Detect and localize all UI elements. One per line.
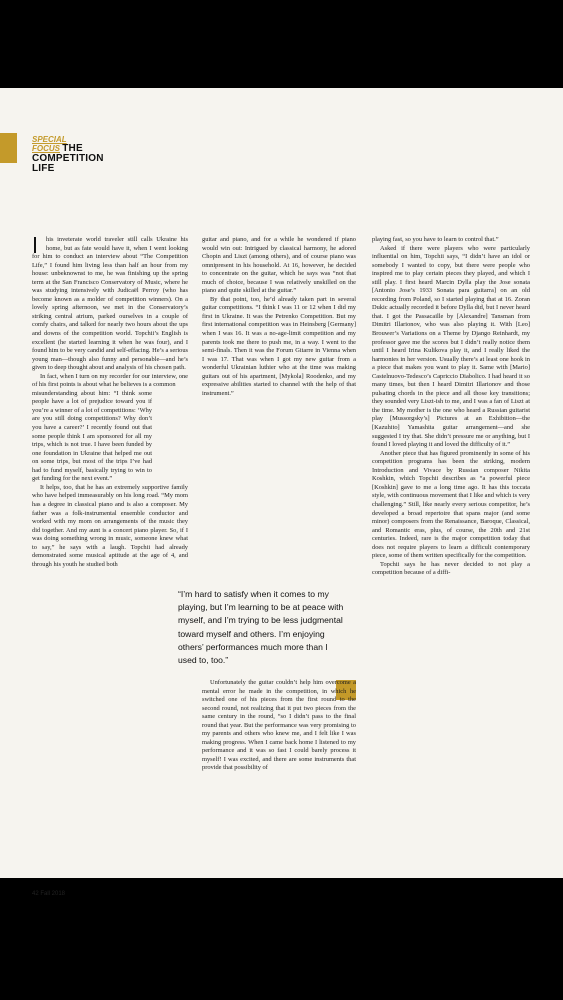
article-column-2: [202, 236, 356, 398]
title-life: LIFE: [32, 163, 55, 174]
paragraph: playing fast, so you have to learn to control that.”: [372, 236, 499, 243]
paragraph: Asked if there were players who were particularly influential on him, Topchii says, “I didn’t have an idol or somebody I wanted to copy, but there were people who inspired me to play certain pieces they played, and which I still play. I first heard Marcin Dylla play the Jose sonata [Antonio Jose’s 1933 Sonata para guitarra] on an old recording from Poland, so I started playing that at 16. Zoran Dukic actually recorded it before Dylla did, but I never heard that. I got the Passacaille by [Alexandre] Tansman from Dimitri Illarionov, who was also playing it. With [Leo] Brouwer’s Variations on a Theme by Django Reinhardt, my professor gave me the scores but I didn’t really notice them until I heard Irina Kulikova play it, and I really liked the harmonies in her version. Usually there’s at least one hook in a piece that makes you want to play it. Same with [Mario] Castelnuovo-Tedesco’s Capriccio Diabolico. I had heard it so many times, but then I heard Dimitri Illarionov and those pulsating chords in the piece and all those key transitions; they sounded very Liszt-ish to me, and I was a fan of Liszt at the time. My mother is the one who heard a Russian guitarist play [Mussorgsky’s] Pictures at an Exhibition—the [Kazuhito] Yamashita guitar arrangement—and she suggested I try that. She didn’t pressure me or anything, but I found I loved playing it and loved the difficulty of it.”: [372, 244, 530, 449]
paragraph: By that point, too, he’d already taken part in several guitar competitions. “I think I was 11 or 12 when I did my first in Ukraine. It was the Petrenko Competition. But my first international competition was in Heinsberg [Germany] when I was 16. It was a no-age-limit competition and my parents took me there to push me, in a way. I went to the semi-finals. Then it was the Forum Gitarre in Vienna when I was 17. That was when I got my new guitar from a wonderful Ukrainian luthier who at the time was making guitars out of his apartment, [Mykola] Roodenko, and my expressive abilities started to channel with the help of that instrument.”: [202, 295, 356, 397]
paragraph: his inveterate world traveler still calls Ukraine his home, but as fate would have it, when I went looking for him to conduct an interview about “The Competition Life,” I found him living less than half an hour from my house: unbeknownst to me, he was finishing up the spring term at the San Francisco Conservatory of Music, where he was studying intensively with Judicaël Perroy (who has become known as a molder of competition winners). On a lovely spring afternoon, we met in the Conservatory’s striking central atrium, parked ourselves in a couple of comfy chairs, and talked for nearly two hours about the ups and downs of the competition world. Topchii’s English is excellent (he started learning it when he was four), and I found him to be very candid and self-effacing. He’s a serious young man—though also funny and personable—and he’s given to deep thought about and analysis of his chosen path.: [32, 236, 188, 372]
focus-label: FOCUS: [32, 144, 60, 153]
paragraph: In fact, when I turn on my recorder for our interview, one of his first points is about what he believes is a common: [32, 372, 188, 389]
paragraph: guitar and piano, and for a while he wondered if piano would win out: Intrigued by classical harmony, he adored Chopin and Liszt (among others), and of course piano was omnipresent in his household. At 16, however, he decided to concentrate on the guitar, which he says was “not that much of choice, because I was relatively unskilled on the piano and quite skilled at the guitar.”: [202, 236, 356, 295]
article-column-1: [32, 236, 188, 569]
paragraph: Unfortunately the guitar couldn’t help him overcome a mental error he made in the competition, in which he switched one of his pieces from the first round to the second round, not realizing that it put two pieces from the same century in the round, “so I didn’t pass to the final round that year. But the performance was very promising to my parents and others who knew me, and I felt like I was making progress. When I came back home I listened to my performance and it was so fast I could barely process it myself! I was excited, and there are some instruments that provide that possibility of: [202, 679, 356, 772]
paragraph: Topchii says he has never decided to not play a competition because of a diffi-: [372, 560, 530, 577]
pull-quote: “I’m hard to satisfy when it comes to my playing, but I’m learning to be at peace with myself, and I’m trying to be less judgmental toward myself and others. I’m enjoying others’ performances much more than I used to, too.”: [178, 589, 344, 666]
section-header: [32, 136, 104, 174]
drop-cap-t: [34, 237, 41, 253]
article-column-3: [372, 236, 530, 578]
paragraph: It helps, too, that he has an extremely supportive family who have helped immeasurably on his long road. “My mom has a degree in classical piano and is also a composer. My father was a folk-instrumental ensemble conductor and worked with my mom on arrangements of the music they did together. And my aunt is a concert piano player. So, if I was doing something wrong in music, someone knew what to say,” he says with a laugh. Topchii had already demonstrated some musical aptitude at the age of 4, and through his youth he studied both: [32, 483, 188, 568]
special-label: SPECIAL: [32, 135, 67, 144]
section-color-tab: [0, 133, 17, 163]
magazine-page: [0, 88, 563, 897]
title-the: THE: [62, 143, 83, 154]
paragraph: Another piece that has figured prominently in some of his competition programs has been the striking, modern Introduction and Vivace by Russian composer Nikita Koshkin, which Topchii describes as “a powerful piece [Koshkin] gave to me a long time ago. It has this toccata style, with continuous movement that I like and which is very challenging.” Still, like nearly every serious competitor, he’s developed a broad repertoire that spans major (and some minor) composers from the Renaissance, Baroque, Classical, and Romantic eras, plus, of course, the 20th and 21st centuries. Indeed, rare is the major competition today that does not require players to learn a difficult contemporary piece, some of them written specifically for the competition.: [372, 449, 530, 560]
article-column-2-lower: [202, 679, 356, 773]
page-folio: 42 Fall 2018: [32, 891, 66, 897]
title-competition: COMPETITION: [32, 153, 104, 164]
paragraph: misunderstanding about him: “I think some people have a lot of prejudice toward you if you’re a winner of a lot of competitions: ‘Why are you still doing competitions? Why don’t you have a career?’ I recently found out that some people think I am sponsored for all my trips, which is not true. I have been funded by one foundation in Ukraine that helped me out on some trips, but most of the trips I’ve had had to fund myself, basically trying to win to get funding for the next event.”: [32, 389, 152, 483]
